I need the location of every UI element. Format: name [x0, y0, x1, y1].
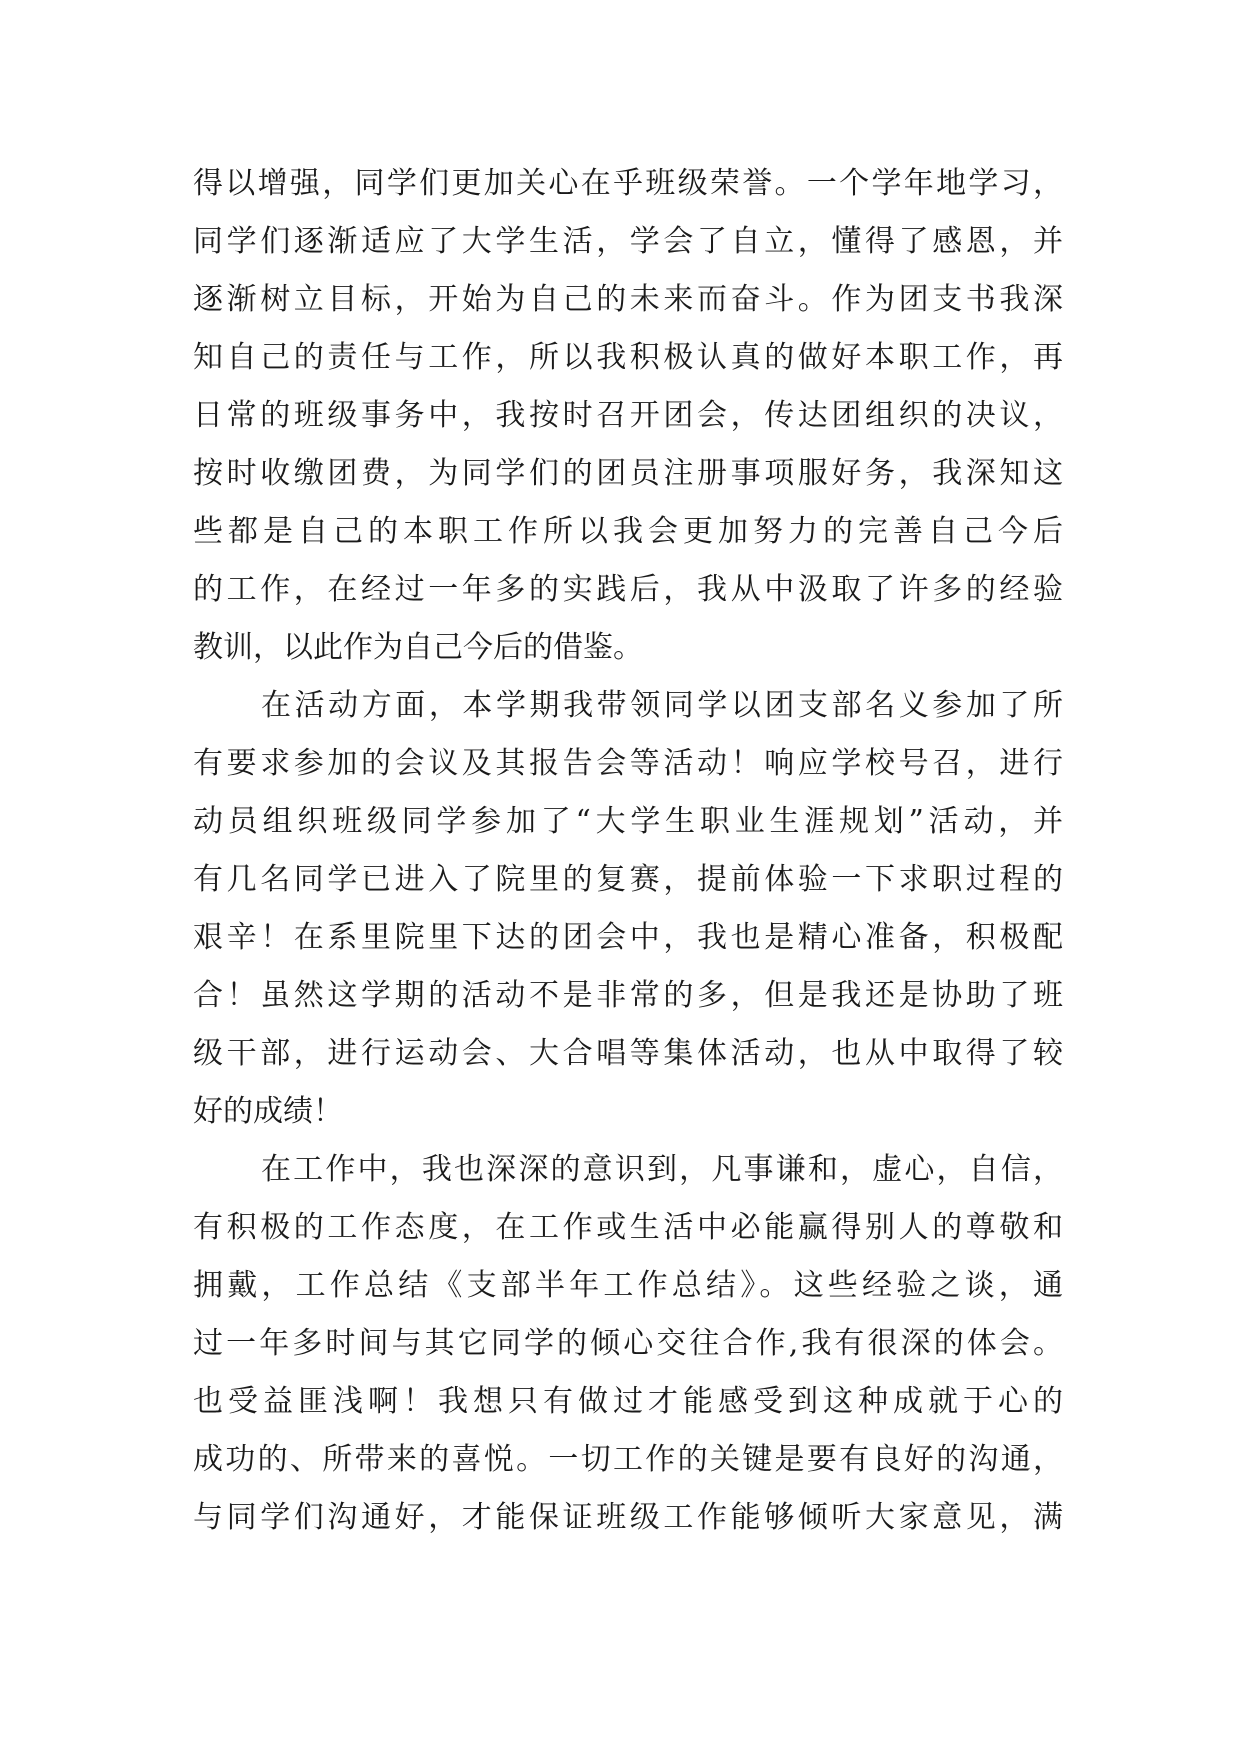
text-line: 也受益匪浅啊！我想只有做过才能感受到这种成就于心的 [193, 1384, 1063, 1419]
text-line: 级干部，进行运动会、大合唱等集体活动，也从中取得了较 [193, 1036, 1063, 1071]
paragraph-start-line: 在活动方面，本学期我带领同学以团支部名义参加了所 [261, 688, 1063, 723]
text-line: 过一年多时间与其它同学的倾心交往合作,我有很深的体会。 [193, 1326, 1063, 1361]
text-line: 些都是自己的本职工作所以我会更加努力的完善自己今后 [193, 514, 1063, 549]
text-line: 逐渐树立目标，开始为自己的未来而奋斗。作为团支书我深 [193, 282, 1063, 317]
paragraph-start-line: 在工作中，我也深深的意识到，凡事谦和，虚心，自信， [261, 1152, 1063, 1187]
text-line: 有几名同学已进入了院里的复赛，提前体验一下求职过程的 [193, 862, 1063, 897]
body-text [193, 155, 1063, 1547]
text-line: 动员组织班级同学参加了“大学生职业生涯规划”活动，并 [193, 804, 1063, 839]
text-line: 日常的班级事务中，我按时召开团会，传达团组织的决议， [193, 398, 1063, 433]
text-line: 知自己的责任与工作，所以我积极认真的做好本职工作，再 [193, 340, 1063, 375]
text-line: 拥戴，工作总结《支部半年工作总结》。这些经验之谈，通 [193, 1268, 1063, 1303]
text-line: 好的成绩！ [193, 1094, 343, 1129]
text-line: 得以增强，同学们更加关心在乎班级荣誉。一个学年地学习， [193, 166, 1063, 201]
text-line: 艰辛！在系里院里下达的团会中，我也是精心准备，积极配 [193, 920, 1063, 955]
text-line: 成功的、所带来的喜悦。一切工作的关键是要有良好的沟通， [193, 1442, 1063, 1477]
text-line: 按时收缴团费，为同学们的团员注册事项服好务，我深知这 [193, 456, 1063, 491]
text-line: 教训，以此作为自己今后的借鉴。 [193, 630, 643, 665]
text-line: 与同学们沟通好，才能保证班级工作能够倾听大家意见，满 [193, 1500, 1063, 1535]
text-line: 有要求参加的会议及其报告会等活动！响应学校号召，进行 [193, 746, 1063, 781]
text-line: 的工作，在经过一年多的实践后，我从中汲取了许多的经验 [193, 572, 1063, 607]
text-line: 同学们逐渐适应了大学生活，学会了自立，懂得了感恩，并 [193, 224, 1063, 259]
text-line: 合！虽然这学期的活动不是非常的多，但是我还是协助了班 [193, 978, 1063, 1013]
text-line: 有积极的工作态度，在工作或生活中必能赢得别人的尊敬和 [193, 1210, 1063, 1245]
